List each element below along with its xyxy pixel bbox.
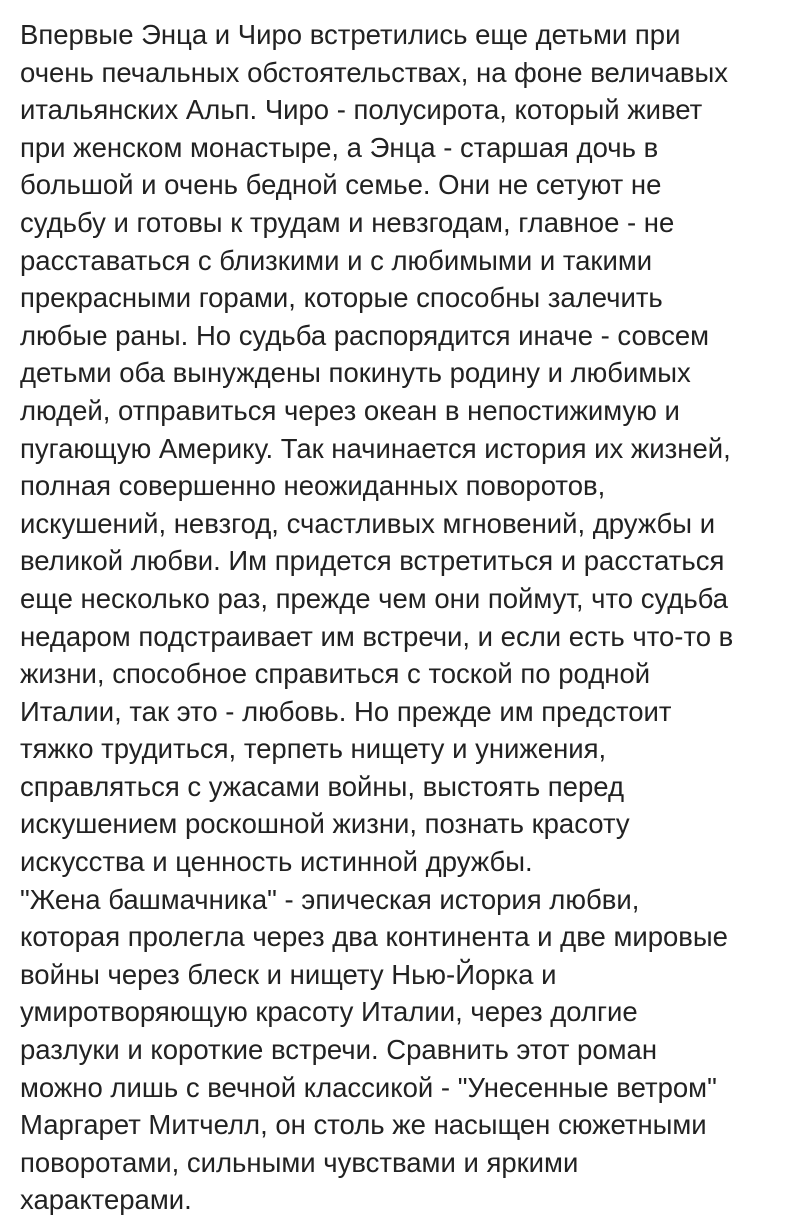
text-line: можно лишь с вечной классикой - "Унесенные ветром" bbox=[20, 1071, 717, 1103]
text-line: которая пролегла через два континента и две мировые bbox=[20, 921, 728, 953]
text-line: великой любви. Им придется встретиться и расстаться bbox=[20, 545, 725, 577]
paragraph-description bbox=[20, 16, 790, 881]
text-line: еще несколько раз, прежде чем они поймут, что судьба bbox=[20, 582, 729, 614]
text-line: войны через блеск и нищету Нью-Йорка и bbox=[20, 958, 557, 990]
text-line: поворотами, сильными чувствами и яркими bbox=[20, 1146, 579, 1178]
text-line: недаром подстраивает им встречи, и если есть что-то в bbox=[20, 620, 734, 652]
text-line: очень печальных обстоятельствах, на фоне величавых bbox=[20, 56, 729, 88]
paragraph-summary bbox=[20, 881, 790, 1219]
text-line: итальянских Альп. Чиро - полусирота, который живет bbox=[20, 94, 703, 126]
text-line: детьми оба вынуждены покинуть родину и любимых bbox=[20, 357, 691, 389]
text-line: пугающую Америку. Так начинается история их жизней, bbox=[20, 432, 731, 464]
text-line: жизни, способное справиться с тоской по родной bbox=[20, 658, 651, 690]
text-line: судьбу и готовы к трудам и невзгодам, главное - не bbox=[20, 206, 675, 238]
text-line: прекрасными горами, которые способны залечить bbox=[20, 282, 663, 314]
text-line: характерами. bbox=[20, 1184, 192, 1216]
text-line: Италии, так это - любовь. Но прежде им предстоит bbox=[20, 695, 672, 727]
text-line: расставаться с близкими и с любимыми и такими bbox=[20, 244, 653, 276]
text-block bbox=[20, 16, 790, 1219]
text-line: искушением роскошной жизни, познать красоту bbox=[20, 808, 630, 840]
text-line: разлуки и короткие встречи. Сравнить этот роман bbox=[20, 1034, 658, 1066]
text-line: искусства и ценность истинной дружбы. bbox=[20, 846, 533, 878]
text-line: любые раны. Но судьба распорядится иначе - совсем bbox=[20, 319, 710, 351]
text-line: тяжко трудиться, терпеть нищету и унижения, bbox=[20, 733, 607, 765]
text-line: большой и очень бедной семье. Они не сетуют не bbox=[20, 169, 662, 201]
text-line: искушений, невзгод, счастливых мгновений, дружбы и bbox=[20, 507, 716, 539]
text-line: "Жена башмачника" - эпическая история любви, bbox=[20, 883, 640, 915]
text-line: Впервые Энца и Чиро встретились еще детьми при bbox=[20, 19, 681, 50]
text-line: людей, отправиться через океан в непостижимую и bbox=[20, 394, 680, 426]
text-line: полная совершенно неожиданных поворотов, bbox=[20, 470, 606, 502]
text-line: умиротворяющую красоту Италии, через долгие bbox=[20, 996, 638, 1028]
text-line: Маргарет Митчелл, он столь же насыщен сюжетными bbox=[20, 1109, 707, 1141]
text-line: при женском монастыре, а Энца - старшая дочь в bbox=[20, 131, 659, 163]
text-line: справляться с ужасами войны, выстоять перед bbox=[20, 770, 625, 802]
